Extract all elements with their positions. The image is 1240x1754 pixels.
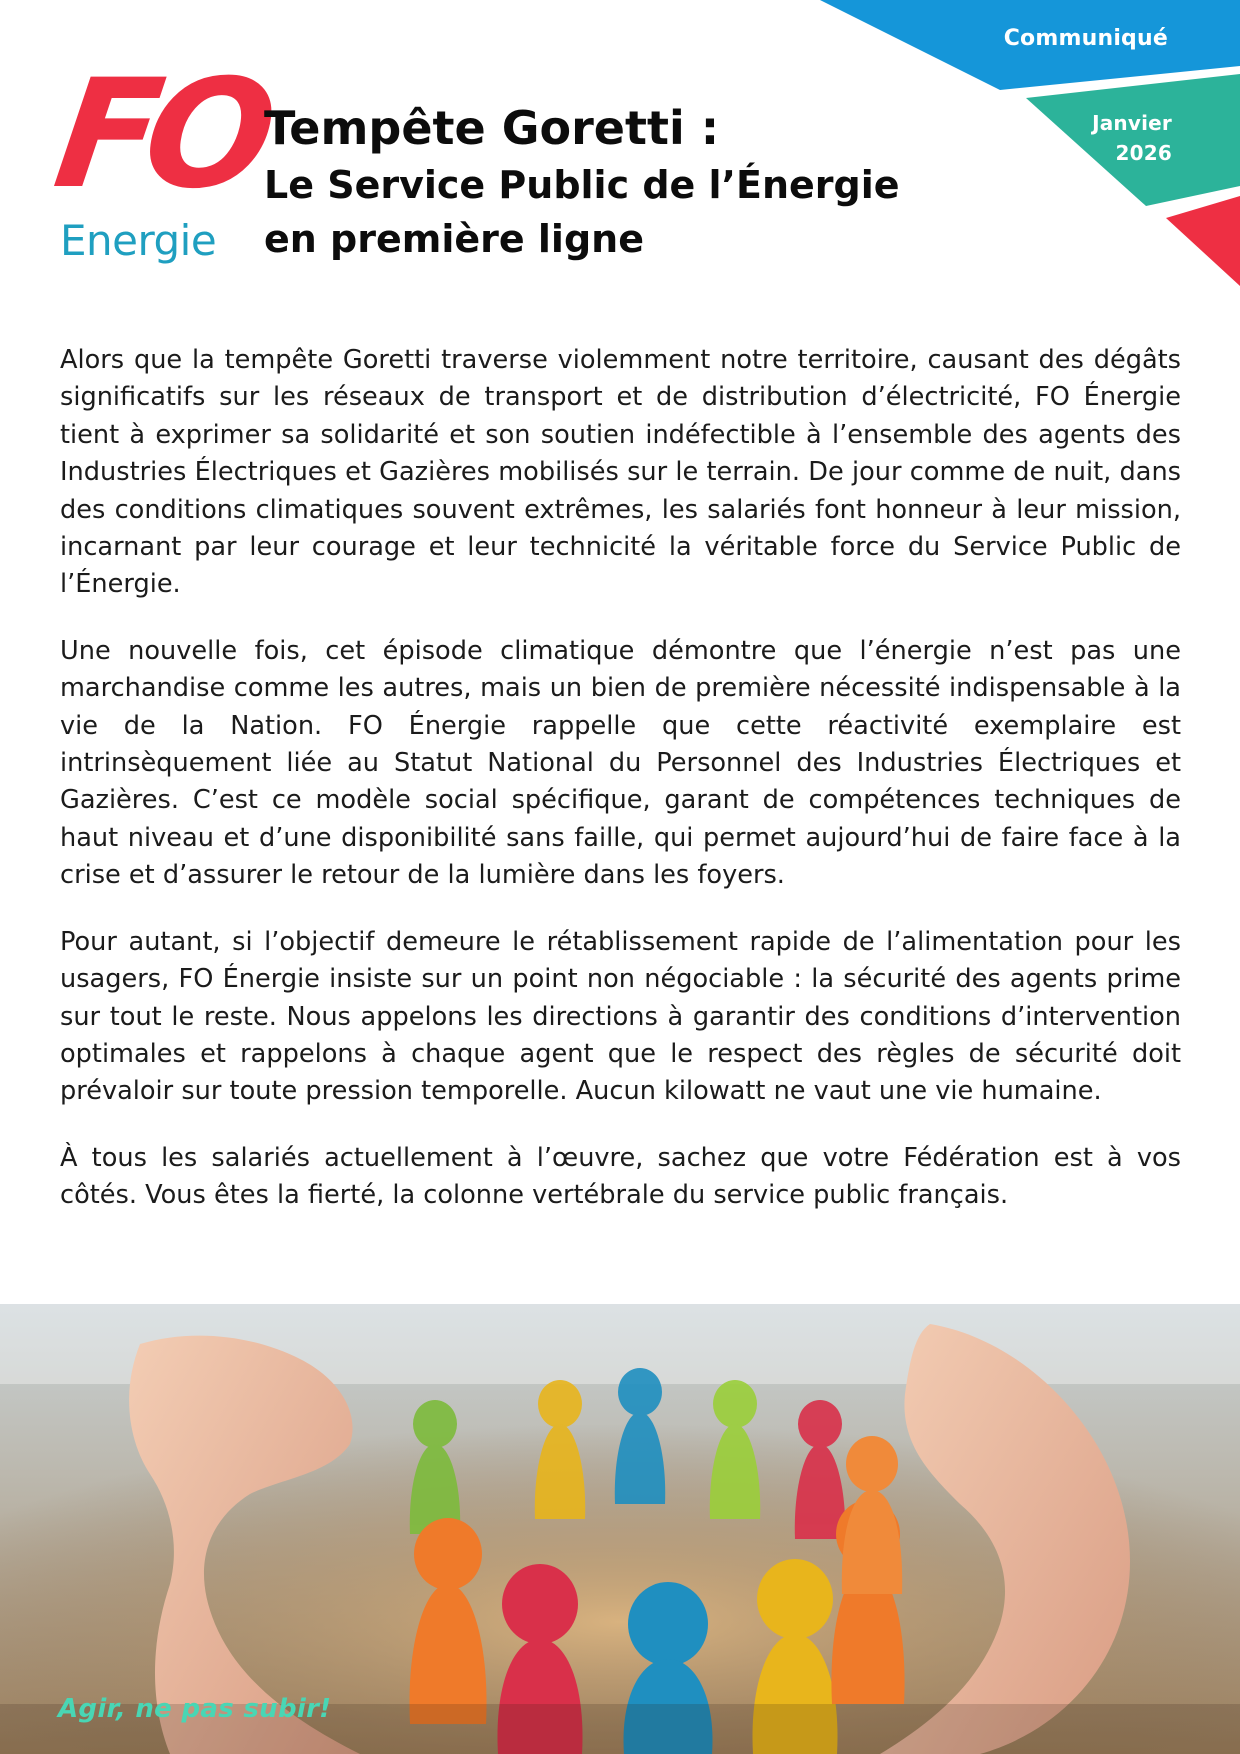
title-line-3: en première ligne	[264, 217, 644, 261]
figurine	[410, 1400, 460, 1534]
paragraph: Alors que la tempête Goretti traverse violemment notre territoire, causant des dégâts significatifs sur les réseaux de transport et de distribution d’électricité, FO Énergie tient à exprimer sa solidarité et son soutien indéfectible à l’ensemble des agents des Industries Électriques et Gazières mobilisés sur le terrain. De jour comme de nuit, dans des conditions climatiques souvent extrêmes, les salariés font honneur à leur mission, incarnant par leur courage et leur technicité la véritable force du Service Public de l’Énergie.	[60, 345, 1181, 600]
title-line-1: Tempête Goretti :	[264, 101, 720, 155]
date-year: 2026	[1115, 141, 1172, 165]
paragraph: À tous les salariés actuellement à l’œuvre, sachez que votre Fédération est à vos côtés. Vous êtes la fierté, la colonne vertébrale du service public français.	[60, 1142, 1181, 1211]
figurine	[795, 1400, 845, 1539]
figurine	[535, 1380, 585, 1519]
fo-energie-logo	[45, 48, 273, 270]
paragraph: Une nouvelle fois, cet épisode climatique démontre que l’énergie n’est pas une marchandise comme les autres, mais un bien de première nécessité indispensable à la vie de la Nation. FO Énergie rappelle que cette réactivité exemplaire est intrinsèquement liée au Statut National du Personnel des Industries Électriques et Gazières. C’est ce modèle social spécifique, garant de compétences techniques de haut niveau et d’une disponibilité sans faille, qui permet aujourd’hui de faire face à la crise et d’assurer le retour de la lumière dans les foyers.	[60, 635, 1181, 891]
page-title	[264, 98, 984, 266]
slogan: Agir, ne pas subir!	[58, 1694, 332, 1724]
figurine	[842, 1436, 902, 1594]
hands-protecting-figurines-image	[0, 1304, 1240, 1754]
logo-mark: FO	[45, 48, 273, 222]
corner-red-band	[1166, 196, 1240, 286]
logo-subtitle: Energie	[60, 216, 217, 265]
document-type-label: Communiqué	[1003, 26, 1168, 51]
communique-body	[60, 342, 1181, 1244]
figurine	[710, 1380, 760, 1519]
title-line-2: Le Service Public de l’Énergie	[264, 163, 900, 207]
paragraph: Pour autant, si l’objectif demeure le rétablissement rapide de l’alimentation pour les usagers, FO Énergie insiste sur un point non négociable : la sécurité des agents prime sur tout le reste. Nous appelons les directions à garantir des conditions d’intervention optimales et rappelons à chaque agent que le respect des règles de sécurité doit prévaloir sur toute pression temporelle. Aucun kilowatt ne vaut une vie humaine.	[60, 926, 1181, 1107]
figurine	[409, 1518, 486, 1724]
photo-illustration	[0, 1304, 1240, 1754]
date-label	[1092, 108, 1172, 168]
date-month: Janvier	[1092, 111, 1172, 135]
figurine	[615, 1368, 665, 1504]
